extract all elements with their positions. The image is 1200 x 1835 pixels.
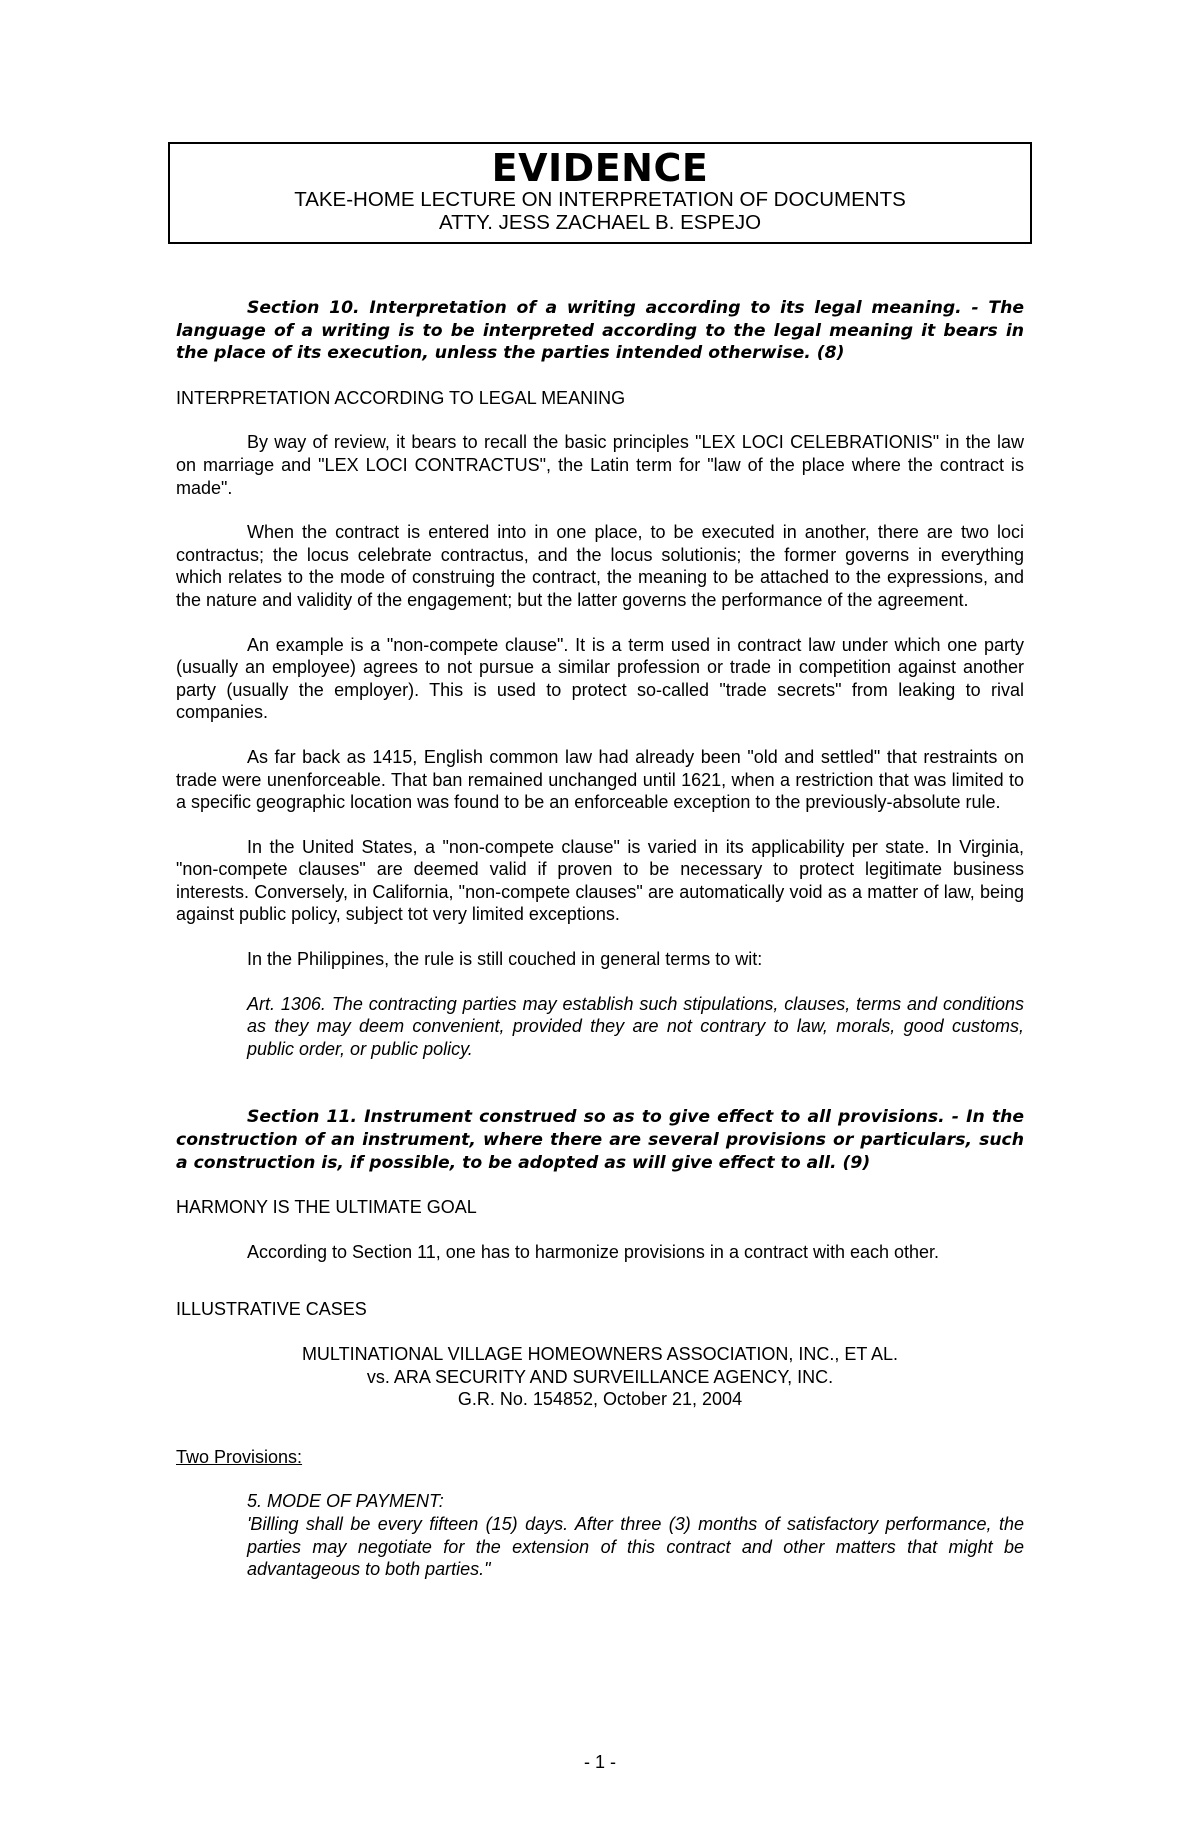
paragraph-united-states: In the United States, a "non-compete clause" is varied in its applicability per state. In Virginia, "non-compete clauses" are deemed valid if proven to be necessary to protect legitimate business interests. Conversely, in California, "non-compete clauses" are automatically void as a matter of law, being against public policy, subject tot very limited exceptions. — [176, 836, 1024, 925]
section-10-subheading: INTERPRETATION ACCORDING TO LEGAL MEANING — [176, 387, 626, 408]
lecture-subtitle: TAKE-HOME LECTURE ON INTERPRETATION OF DOCUMENTS — [294, 188, 906, 211]
mode-of-payment-text: 'Billing shall be every fifteen (15) days. After three (3) months of satisfactory performance, the parties may negotiate for the extension of this contract and other matters that might be advantageous to both parties." — [247, 1513, 1024, 1580]
two-provisions-label — [176, 1446, 1024, 1469]
section-10-heading: Section 10. Interpretation of a writing according to its legal meaning. - The language of a writing is to be interpreted according to the legal meaning it bears in the place of its execution, unless the parties intended otherwise. (8) — [176, 298, 1024, 364]
paragraph-harmonize: According to Section 11, one has to harmonize provisions in a contract with each other. — [247, 1241, 940, 1262]
document-title: EVIDENCE — [491, 146, 709, 190]
mode-of-payment-title: 5. MODE OF PAYMENT: — [247, 1491, 444, 1512]
paragraph-loci-contractus: When the contract is entered into in one place, to be executed in another, there are two loci contractus; the locus celebrate contractus, and the locus solutionis; the former governs in everything which relates to the mode of construing the contract, the meaning to be attached to the expressions, and the nature and validity of the engagement; but the latter governs the performance of the agreement. — [176, 522, 1024, 610]
author-name: ATTY. JESS ZACHAEL B. ESPEJO — [438, 211, 762, 234]
case-gr-number: G.R. No. 154852, October 21, 2004 — [457, 1389, 743, 1410]
case-title-line-1: MULTINATIONAL VILLAGE HOMEOWNERS ASSOCIATION, INC., ET AL. — [301, 1344, 899, 1364]
case-caption — [176, 1343, 1024, 1411]
paragraph-philippines: In the Philippines, the rule is still couched in general terms to wit: — [247, 949, 763, 970]
mode-of-payment-block — [247, 1490, 1024, 1580]
paragraph-non-compete: An example is a "non-compete clause". It is a term used in contract law under which one party (usually an employee) agrees to not pursue a similar profession or trade in competition against another party (usually the employer). This is used to protect so-called "trade secrets" from leaking to rival companies. — [176, 634, 1024, 723]
page-number: - 1 - — [583, 1752, 616, 1772]
section-11-subheading: HARMONY IS THE ULTIMATE GOAL — [176, 1197, 477, 1218]
article-1306-quote: Art. 1306. The contracting parties may establish such stipulations, clauses, terms and conditions as they may deem convenient, provided they are not contrary to law, morals, good customs, public order, or public policy. — [247, 993, 1024, 1059]
document-body — [176, 297, 1024, 1581]
paragraph-english-law: As far back as 1415, English common law had already been "old and settled" that restraints on trade were unenforceable. That ban remained unchanged until 1621, when a restriction that was limited to a specific geographic location was found to be an enforceable exception to the previously-absolute rule. — [176, 746, 1024, 813]
case-title-line-2: vs. ARA SECURITY AND SURVEILLANCE AGENCY, INC. — [366, 1366, 834, 1387]
illustrative-cases-heading: ILLUSTRATIVE CASES — [176, 1299, 367, 1320]
section-11-heading: Section 11. Instrument construed so as to give effect to all provisions. - In the construction of an instrument, where there are several provisions or particulars, such a construction is, if possible, to be adopted as will give effect to all. (9) — [176, 1107, 1024, 1173]
title-box — [168, 142, 1032, 244]
two-provisions-text: Two Provisions: — [176, 1446, 303, 1467]
paragraph-review: By way of review, it bears to recall the basic principles "LEX LOCI CELEBRATIONIS" in the law on marriage and "LEX LOCI CONTRACTUS", the Latin term for "law of the place where the contract is made". — [176, 432, 1024, 498]
